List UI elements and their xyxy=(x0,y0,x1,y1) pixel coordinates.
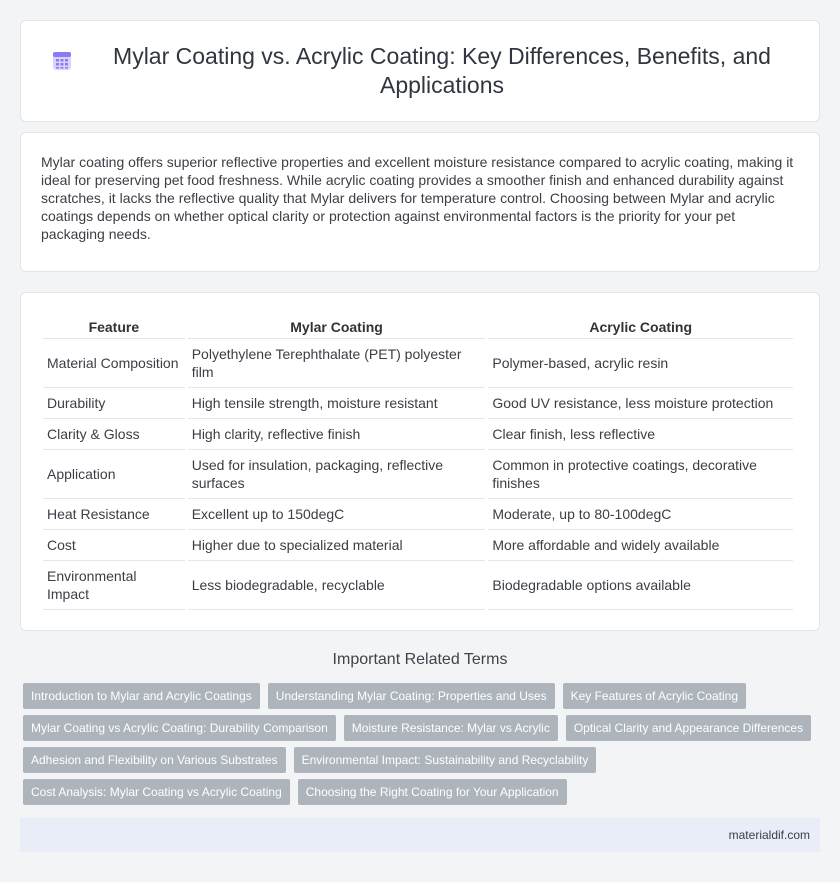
table-row xyxy=(43,530,793,561)
tag-row xyxy=(23,747,823,773)
comparison-table-card xyxy=(20,292,820,631)
cell-mylar: Higher due to specialized material xyxy=(188,530,486,561)
cell-mylar: Polyethylene Terephthalate (PET) polyester film xyxy=(188,339,486,388)
cell-acrylic: Clear finish, less reflective xyxy=(488,419,793,450)
tag-row xyxy=(23,683,823,709)
title-wrap xyxy=(51,42,789,100)
table-row xyxy=(43,499,793,530)
related-term-tag[interactable]: Adhesion and Flexibility on Various Substrates xyxy=(23,747,286,773)
related-term-tag[interactable]: Choosing the Right Coating for Your Application xyxy=(298,779,567,805)
comparison-table xyxy=(40,311,796,610)
cell-feature: Environmental Impact xyxy=(43,561,185,610)
related-terms-tags xyxy=(23,683,823,811)
cell-feature: Material Composition xyxy=(43,339,185,388)
footer xyxy=(20,818,820,852)
tag-row xyxy=(23,779,823,805)
related-term-tag[interactable]: Mylar Coating vs Acrylic Coating: Durability Comparison xyxy=(23,715,336,741)
cell-acrylic: More affordable and widely available xyxy=(488,530,793,561)
related-terms-title: Important Related Terms xyxy=(332,651,508,668)
intro-paragraph: Mylar coating offers superior reflective properties and excellent moisture resistance compared to acrylic coating, making it ideal for preserving pet food freshness. While acrylic coating provides a smoother finish and enhanced durability against scratches, it lacks the reflective quality that Mylar delivers for temperature control. Choosing between Mylar and acrylic coatings depends on whether optical clarity or protection against environmental factors is the priority for your pet packaging needs. xyxy=(41,154,794,242)
related-term-tag[interactable]: Introduction to Mylar and Acrylic Coatings xyxy=(23,683,260,709)
related-term-tag[interactable]: Cost Analysis: Mylar Coating vs Acrylic Coating xyxy=(23,779,290,805)
table-row xyxy=(43,450,793,499)
table-row xyxy=(43,419,793,450)
related-term-tag[interactable]: Optical Clarity and Appearance Differences xyxy=(566,715,811,741)
related-term-tag[interactable]: Understanding Mylar Coating: Properties and Uses xyxy=(268,683,555,709)
intro-card xyxy=(20,132,820,272)
table-row xyxy=(43,561,793,610)
cell-mylar: Used for insulation, packaging, reflective surfaces xyxy=(188,450,486,499)
cell-feature: Durability xyxy=(43,388,185,419)
table-row xyxy=(43,339,793,388)
tag-row xyxy=(23,715,823,741)
footer-site-link[interactable]: materialdif.com xyxy=(728,828,810,842)
related-term-tag[interactable]: Key Features of Acrylic Coating xyxy=(563,683,746,709)
cell-mylar: Excellent up to 150degC xyxy=(188,499,486,530)
cell-acrylic: Polymer-based, acrylic resin xyxy=(488,339,793,388)
cell-mylar: Less biodegradable, recyclable xyxy=(188,561,486,610)
cell-feature: Clarity & Gloss xyxy=(43,419,185,450)
page-title: Mylar Coating vs. Acrylic Coating: Key Differences, Benefits, and Applications xyxy=(113,43,771,98)
header-acrylic: Acrylic Coating xyxy=(488,311,793,339)
header-card xyxy=(20,20,820,122)
related-term-tag[interactable]: Moisture Resistance: Mylar vs Acrylic xyxy=(344,715,558,741)
cell-mylar: High tensile strength, moisture resistant xyxy=(188,388,486,419)
table-header-row xyxy=(43,311,793,339)
cell-feature: Cost xyxy=(43,530,185,561)
header-feature: Feature xyxy=(43,311,185,339)
table-icon xyxy=(51,50,73,72)
cell-acrylic: Common in protective coatings, decorative finishes xyxy=(488,450,793,499)
cell-acrylic: Moderate, up to 80-100degC xyxy=(488,499,793,530)
cell-feature: Application xyxy=(43,450,185,499)
related-term-tag[interactable]: Environmental Impact: Sustainability and Recyclability xyxy=(294,747,597,773)
cell-acrylic: Biodegradable options available xyxy=(488,561,793,610)
header-mylar: Mylar Coating xyxy=(188,311,486,339)
table-row xyxy=(43,388,793,419)
cell-mylar: High clarity, reflective finish xyxy=(188,419,486,450)
cell-feature: Heat Resistance xyxy=(43,499,185,530)
cell-acrylic: Good UV resistance, less moisture protection xyxy=(488,388,793,419)
